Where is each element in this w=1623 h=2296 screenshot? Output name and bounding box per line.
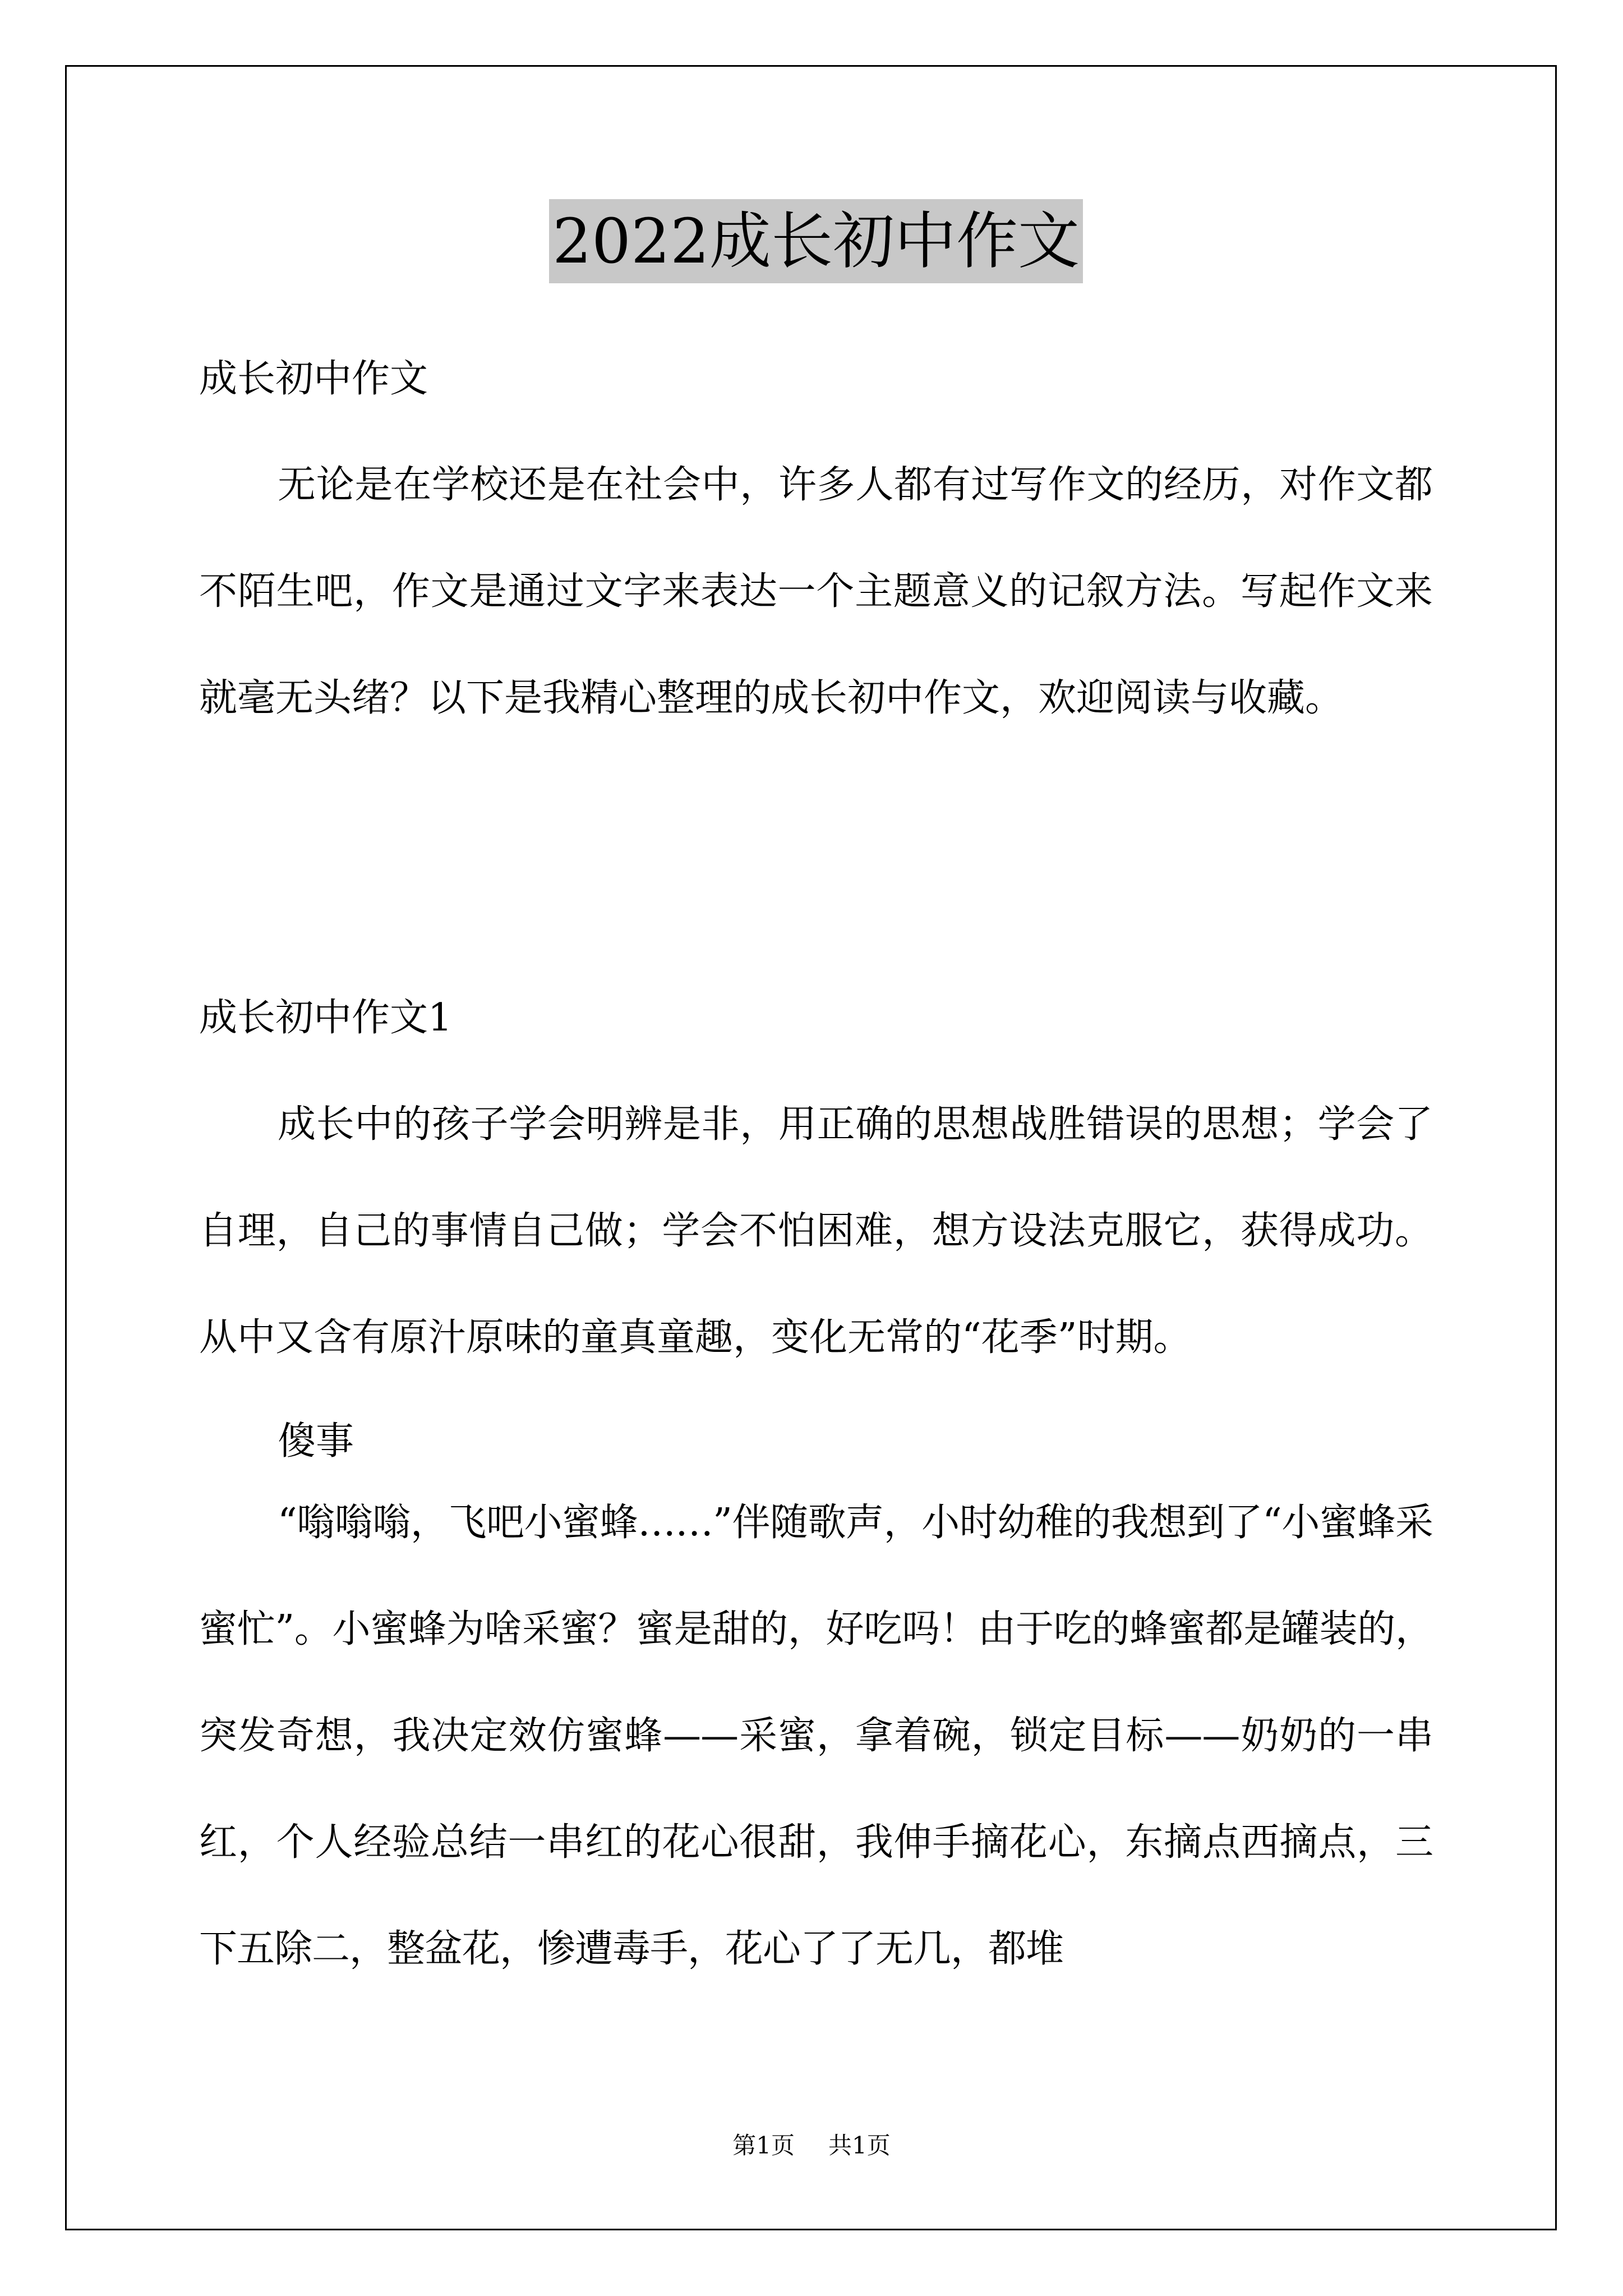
section-heading: 成长初中作文 — [199, 357, 428, 401]
page-number-total: 共1页 — [828, 2132, 891, 2159]
intro-paragraph: 无论是在学校还是在社会中，许多人都有过写作文的经历，对作文都不陌生吧，作文是通过文字来表达一个主题意义的记叙方法。写起作文来就毫无头绪？以下是我精心整理的成长初中作文，欢迎阅读与收藏。 — [199, 463, 1433, 720]
title-container — [199, 199, 1433, 283]
page-number-current: 第1页 — [732, 2132, 795, 2159]
document-title: 2022成长初中作文 — [549, 199, 1083, 283]
essay-subheading: 傻事 — [278, 1419, 354, 1464]
story-paragraph: “嗡嗡嗡，飞吧小蜜蜂……”伴随歌声，小时幼稚的我想到了“小蜜蜂采蜜忙”。小蜜蜂为啥采蜜？蜜是甜的，好吃吗！由于吃的蜂蜜都是罐装的，突发奇想，我决定效仿蜜蜂——采蜜，拿着碗，锁定目标——奶奶的一串红，个人经验总结一串红的花心很甜，我伸手摘花心，东摘点西摘点，三下五除二，整盆花，惨遭毒手，花心了了无几，都堆 — [199, 1501, 1433, 1971]
essay-paragraph: 成长中的孩子学会明辨是非，用正确的思想战胜错误的思想；学会了自理，自己的事情自己做；学会不怕困难，想方设法克服它，获得成功。从中又含有原汁原味的童真童趣，变化无常的“花季”时期。 — [199, 1102, 1433, 1360]
page-footer — [0, 2129, 1623, 2162]
essay-heading: 成长初中作文1 — [199, 996, 453, 1040]
